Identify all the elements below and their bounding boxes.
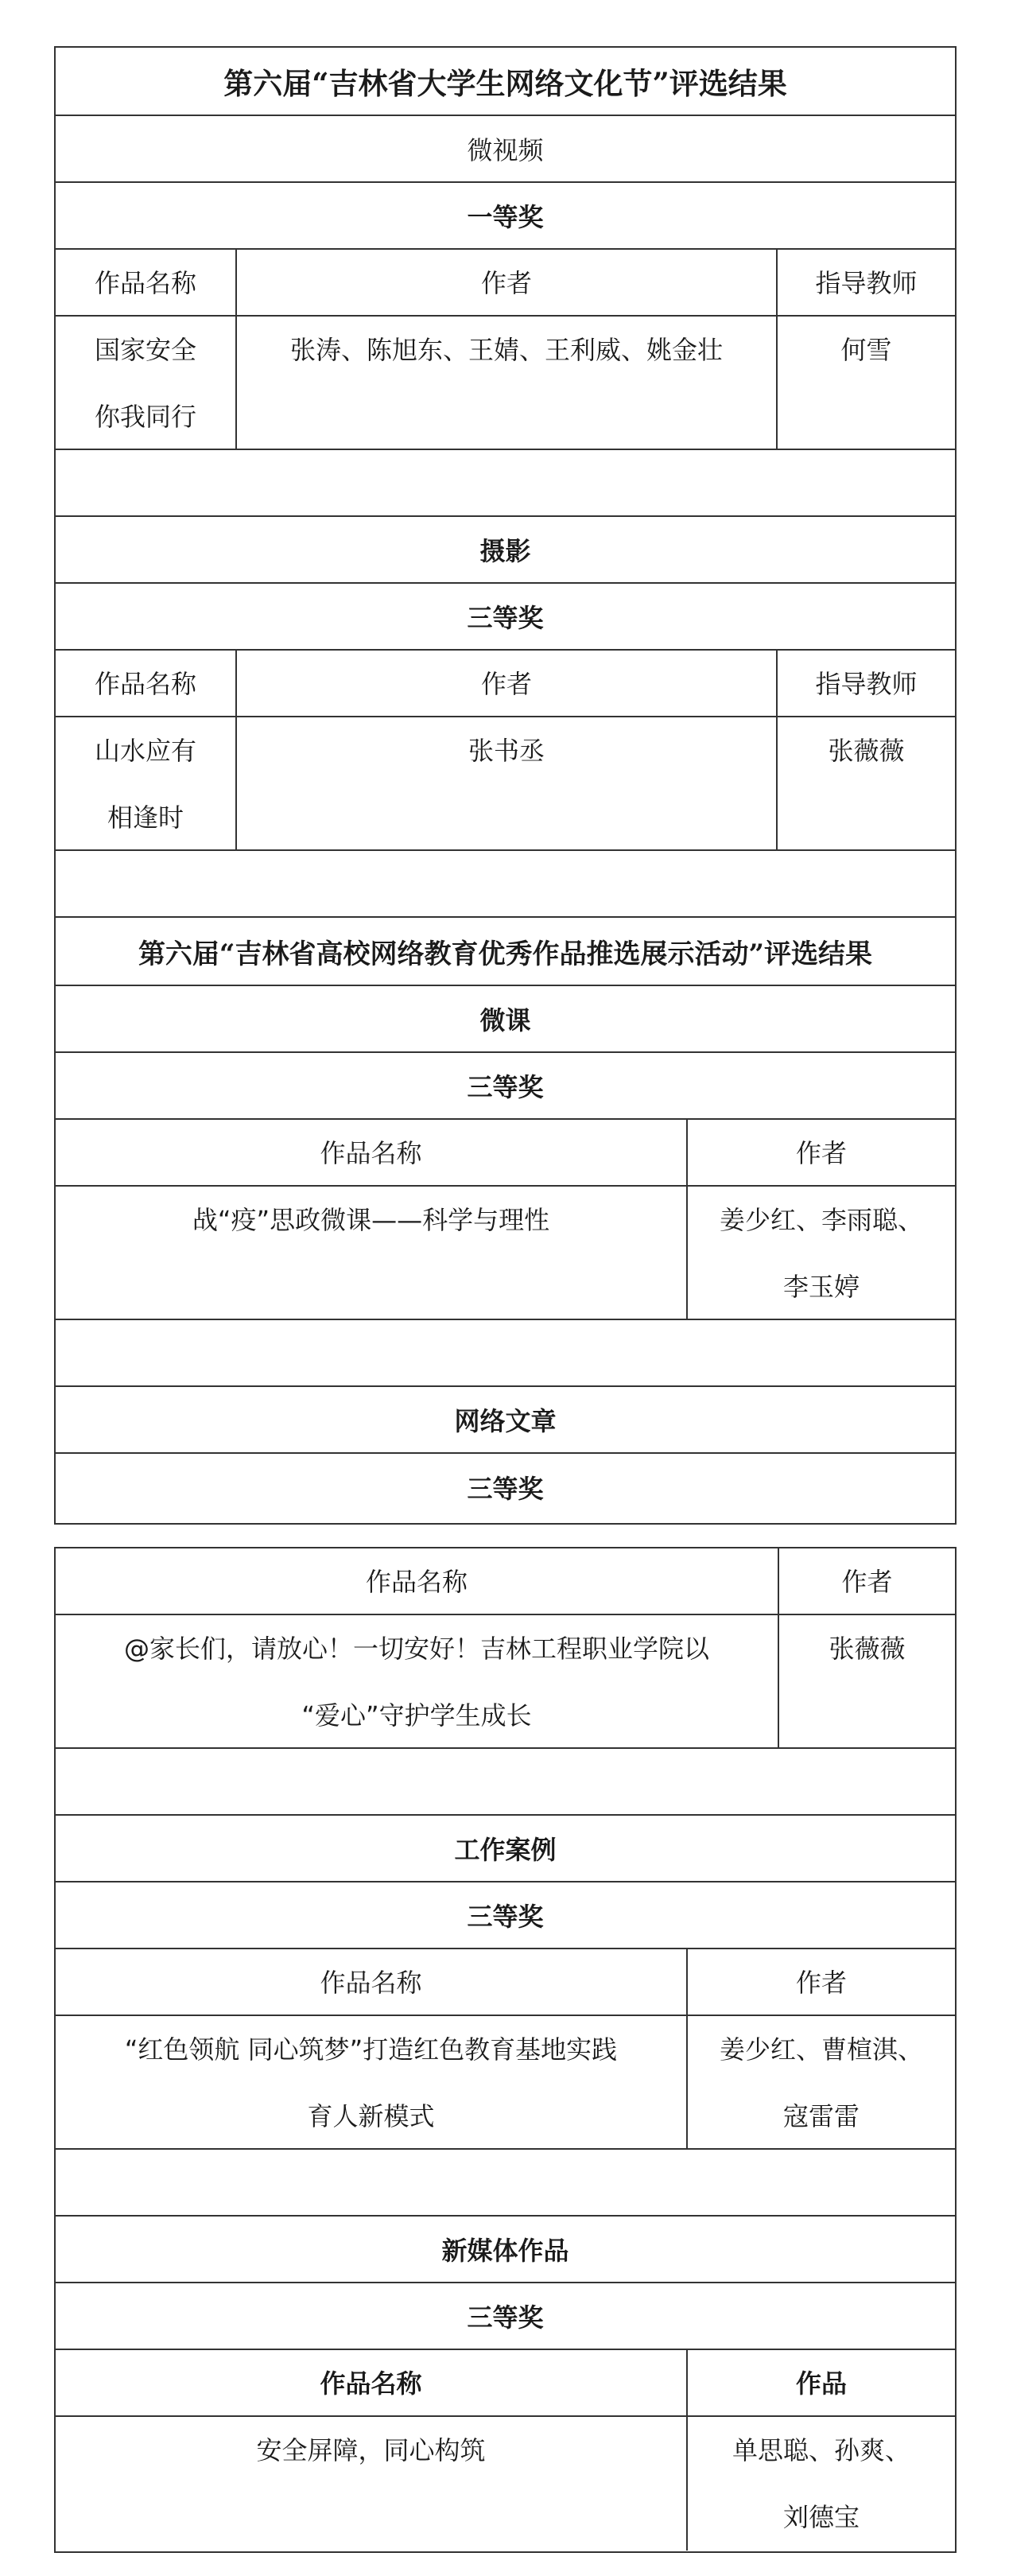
work-name-line: @家长们，请放心！一切安好！吉林工程职业学院以 bbox=[123, 1634, 709, 1664]
section-1-title: 第六届“吉林省大学生网络文化节”评选结果 bbox=[223, 66, 787, 101]
header-author: 作者 bbox=[235, 250, 776, 315]
table-row bbox=[56, 1615, 955, 1749]
header-author: 作品 bbox=[686, 2350, 955, 2415]
header-teacher: 指导教师 bbox=[776, 250, 955, 315]
work-name-cell bbox=[56, 717, 235, 849]
category-row bbox=[56, 517, 955, 584]
work-name-cell: 安全屏障，同心构筑 bbox=[256, 2435, 486, 2465]
authors-cell bbox=[686, 1187, 955, 1319]
work-name-line: 山水应有 bbox=[94, 736, 196, 766]
award-label: 一等奖 bbox=[467, 202, 544, 232]
category-row bbox=[56, 986, 955, 1053]
authors-cell: 张书丞 bbox=[235, 717, 776, 849]
work-name-line: 你我同行 bbox=[94, 402, 196, 432]
teacher-cell: 何雪 bbox=[776, 317, 955, 449]
work-name-line: “爱心”守护学生成长 bbox=[301, 1700, 532, 1731]
header-author: 作者 bbox=[778, 1548, 955, 1614]
authors-line: 李玉婷 bbox=[782, 1272, 860, 1302]
header-row bbox=[56, 1120, 955, 1187]
header-row bbox=[56, 1548, 955, 1615]
work-name-cell: 战“疫”思政微课——科学与理性 bbox=[192, 1205, 550, 1235]
award-row bbox=[56, 1882, 955, 1949]
work-name-cell bbox=[56, 2016, 686, 2148]
header-row bbox=[56, 250, 955, 317]
category-photo: 摄影 bbox=[479, 536, 531, 566]
work-name-cell bbox=[56, 317, 235, 449]
header-author: 作者 bbox=[686, 1120, 955, 1185]
work-name-cell bbox=[56, 1615, 778, 1747]
header-row bbox=[56, 651, 955, 717]
header-row bbox=[56, 2350, 955, 2417]
category-row bbox=[56, 2217, 955, 2283]
header-work: 作品名称 bbox=[320, 1968, 422, 1998]
header-work: 作品名称 bbox=[94, 669, 196, 699]
title-row bbox=[56, 918, 955, 986]
category-video: 微视频 bbox=[467, 135, 544, 165]
category-article: 网络文章 bbox=[454, 1406, 557, 1436]
work-name-line: 相逢时 bbox=[107, 802, 184, 833]
award-row bbox=[56, 1454, 955, 1521]
table-row bbox=[56, 1187, 955, 1320]
header-row bbox=[56, 1949, 955, 2016]
award-label: 三等奖 bbox=[467, 1474, 544, 1504]
section-2-title: 第六届“吉林省高校网络教育优秀作品推选展示活动”评选结果 bbox=[138, 938, 873, 970]
category-new-media: 新媒体作品 bbox=[441, 2236, 569, 2266]
header-author: 作者 bbox=[235, 651, 776, 716]
teacher-cell: 张薇薇 bbox=[776, 717, 955, 849]
authors-line: 寇雷雷 bbox=[782, 2101, 860, 2131]
award-label: 三等奖 bbox=[467, 603, 544, 633]
category-row bbox=[56, 116, 955, 183]
category-micro-course: 微课 bbox=[479, 1005, 531, 1035]
spacer-row bbox=[56, 851, 955, 918]
spacer-row bbox=[56, 1320, 955, 1387]
header-work: 作品名称 bbox=[365, 1567, 468, 1597]
authors-line: 刘德宝 bbox=[782, 2502, 860, 2532]
spacer-row bbox=[56, 2150, 955, 2217]
header-work: 作品名称 bbox=[320, 2368, 422, 2399]
award-label: 三等奖 bbox=[467, 1902, 544, 1932]
category-row bbox=[56, 1387, 955, 1454]
award-row bbox=[56, 584, 955, 651]
work-name-line: 育人新模式 bbox=[307, 2101, 435, 2131]
authors-cell bbox=[686, 2016, 955, 2148]
header-author: 作者 bbox=[686, 1949, 955, 2015]
award-label: 三等奖 bbox=[467, 1072, 544, 1102]
spacer-row bbox=[56, 1749, 955, 1816]
award-label: 三等奖 bbox=[467, 2302, 544, 2333]
table-row bbox=[56, 317, 955, 450]
authors-cell bbox=[686, 2417, 955, 2551]
category-work-case: 工作案例 bbox=[454, 1835, 557, 1865]
results-table-page-1 bbox=[54, 46, 957, 1525]
work-name-line: “红色领航 同心筑梦”打造红色教育基地实践 bbox=[124, 2034, 618, 2065]
authors-cell: 张薇薇 bbox=[778, 1615, 955, 1747]
header-teacher: 指导教师 bbox=[776, 651, 955, 716]
table-row bbox=[56, 2016, 955, 2150]
award-row bbox=[56, 1053, 955, 1120]
authors-line: 姜少红、李雨聪、 bbox=[719, 1205, 923, 1235]
authors-line: 姜少红、曹楦淇、 bbox=[719, 2034, 923, 2065]
table-row bbox=[56, 717, 955, 851]
header-work: 作品名称 bbox=[94, 268, 196, 298]
award-row bbox=[56, 2283, 955, 2350]
authors-line: 单思聪、孙爽、 bbox=[732, 2435, 910, 2465]
work-name-line: 国家安全 bbox=[94, 335, 196, 365]
spacer-row bbox=[56, 450, 955, 517]
title-row bbox=[56, 48, 955, 116]
category-row bbox=[56, 1816, 955, 1882]
award-row bbox=[56, 183, 955, 250]
header-work: 作品名称 bbox=[320, 1138, 422, 1168]
authors-cell: 张涛、陈旭东、王婧、王利威、姚金壮 bbox=[235, 317, 776, 449]
results-table-page-2 bbox=[54, 1547, 957, 2553]
table-row bbox=[56, 2417, 955, 2551]
